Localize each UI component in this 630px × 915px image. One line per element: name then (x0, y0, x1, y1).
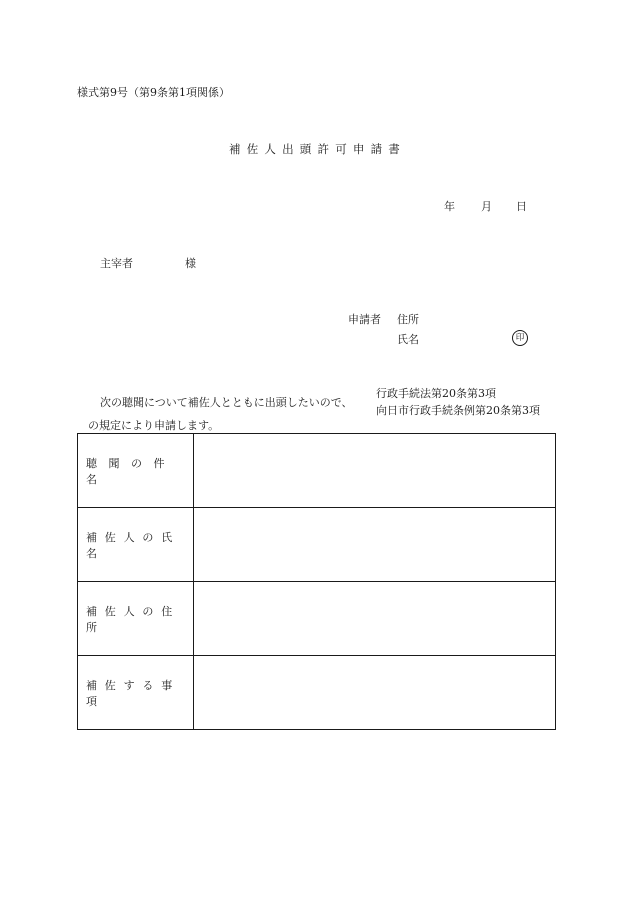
table-row-hearing-subject (78, 434, 555, 508)
applicant-address-label: 住所 (397, 313, 419, 326)
table-row-assisted-matters (78, 656, 555, 729)
table-row-assistant-address (78, 582, 555, 656)
addressee-name: 主宰者 (100, 257, 133, 270)
row-value-assistant-address[interactable] (194, 582, 555, 655)
law-reference-1: 行政手続法第20条第3項 (376, 387, 496, 400)
applicant-name-label: 氏名 (397, 333, 419, 346)
form-number: 様式第9号（第9条第1項関係） (77, 86, 230, 99)
row-value-assistant-name[interactable] (194, 508, 555, 581)
row-label-assistant-address: 補佐人の住所 (78, 582, 194, 655)
body-text-line-1: 次の聴聞について補佐人とともに出頭したいので、 (100, 396, 353, 409)
row-label-assistant-name: 補佐人の氏名 (78, 508, 194, 581)
applicant-label: 申請者 (348, 313, 381, 326)
row-value-assisted-matters[interactable] (194, 656, 555, 729)
row-label-assisted-matters: 補佐する事項 (78, 656, 194, 729)
law-reference-2: 向日市行政手続条例第20条第3項 (376, 404, 540, 417)
date-year-label: 年 (444, 200, 455, 213)
addressee-honorific: 様 (185, 257, 196, 270)
body-text-line-2: の規定により申請します。 (88, 419, 220, 432)
table-row-assistant-name (78, 508, 555, 582)
application-table (77, 433, 556, 730)
date-month-label: 月 (481, 200, 492, 213)
row-label-hearing-subject: 聴聞の件名 (78, 434, 194, 507)
date-day-label: 日 (516, 200, 527, 213)
row-value-hearing-subject[interactable] (194, 434, 555, 507)
seal-mark-icon: 印 (512, 330, 528, 346)
document-title: 補佐人出頭許可申請書 (229, 142, 406, 156)
